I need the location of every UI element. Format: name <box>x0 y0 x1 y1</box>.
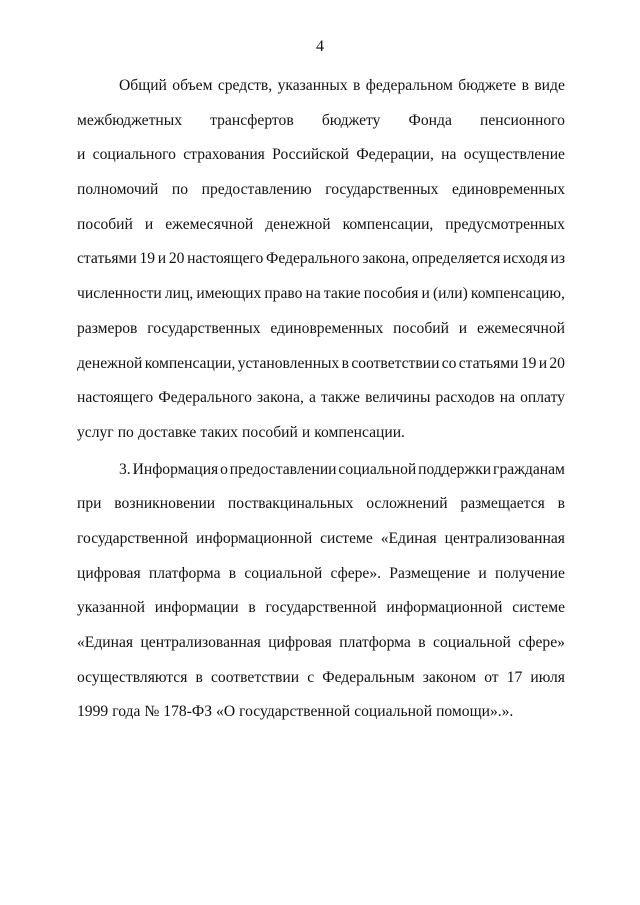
text-line: 3. Информация о предоставлении социальной поддержки гражданам <box>119 460 565 478</box>
text-line: услуг по доставке таких пособий и компенсации. <box>77 423 405 441</box>
text-line: осуществляются в соответствии с Федеральным законом от 17 июля <box>77 668 565 686</box>
text-line: «Единая централизованная цифровая платформа в социальной сфере» <box>77 634 565 651</box>
text-line: цифровая платформа в социальной сфере». Размещение и получение <box>77 564 565 582</box>
text-line: полномочий по предоставлению государственных единовременных <box>77 181 565 199</box>
text-line: Общий объем средств, указанных в федеральном бюджете в виде <box>119 77 565 94</box>
text-line: денежной компенсации, установленных в соответствии со статьями 19 и 20 <box>77 354 565 372</box>
paragraph <box>77 75 565 457</box>
text-line: размеров государственных единовременных пособий и ежемесячной <box>77 319 565 337</box>
text-line: государственной информационной системе «Единая централизованная <box>77 529 565 547</box>
document-body <box>77 75 565 736</box>
text-line: при возникновении поствакцинальных осложнений размещается в <box>77 495 565 513</box>
page-number: 4 <box>316 38 324 55</box>
text-line: межбюджетных трансфертов бюджету Фонда пенсионного <box>77 111 565 129</box>
text-line: пособий и ежемесячной денежной компенсации, предусмотренных <box>77 215 565 233</box>
text-line: указанной информации в государственной информационной системе <box>77 599 565 617</box>
text-line: 1999 года № 178-ФЗ «О государственной социальной помощи».». <box>77 703 514 721</box>
text-line: настоящего Федерального закона, а также величины расходов на оплату <box>77 389 565 407</box>
paragraph <box>77 459 565 737</box>
text-line: статьями 19 и 20 настоящего Федерального закона, определяется исходя из <box>77 250 565 268</box>
text-line: и социального страхования Российской Федерации, на осуществление <box>77 146 565 164</box>
text-line: численности лиц, имеющих право на такие пособия и (или) компенсацию, <box>77 285 565 303</box>
